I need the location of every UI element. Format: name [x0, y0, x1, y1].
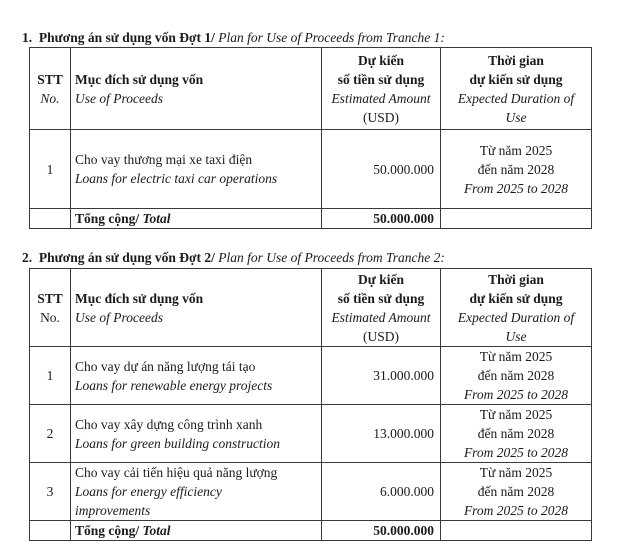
total-duration-empty [441, 521, 592, 541]
amount-header-vi-1: Dự kiến [358, 52, 404, 68]
row-duration-1: Từ năm 2025 [479, 407, 553, 422]
stt-header-en: No. [40, 90, 60, 106]
row-stt: 1 [30, 347, 71, 405]
amount-header-vi-1: Dự kiến [358, 271, 404, 287]
duration-header-en-1: Expected Duration of [457, 309, 575, 325]
duration-header [441, 269, 592, 347]
row-stt: 2 [30, 405, 71, 463]
row-purpose [71, 347, 322, 405]
row-purpose-vi: Cho vay dự án năng lượng tái tạo [75, 358, 256, 374]
total-label [71, 521, 322, 541]
total-amount: 50.000.000 [322, 209, 441, 229]
row-purpose [71, 405, 322, 463]
row-duration-en: From 2025 to 2028 [463, 445, 569, 460]
row-duration [441, 463, 592, 521]
purpose-header-en: Use of Proceeds [75, 309, 163, 325]
row-duration-en: From 2025 to 2028 [463, 180, 569, 196]
row-duration-1: Từ năm 2025 [479, 465, 553, 480]
row-duration-en: From 2025 to 2028 [463, 503, 569, 518]
row-purpose-vi: Cho vay thương mại xe taxi điện [75, 152, 253, 167]
tranche2-heading [22, 250, 445, 266]
total-label-vi: Tổng cộng/ [75, 523, 140, 538]
duration-header-en-1: Expected Duration of [457, 90, 575, 106]
total-stt-empty [30, 209, 71, 229]
amount-header-en: Estimated Amount [331, 309, 431, 325]
total-duration-empty [441, 209, 592, 229]
row-duration-2: đến năm 2028 [477, 484, 555, 499]
stt-header-vi: STT [37, 71, 63, 87]
total-row [30, 521, 592, 541]
duration-header-vi-2: dự kiến sử dụng [469, 290, 563, 306]
purpose-header-vi: Mục đích sử dụng vốn [75, 290, 204, 306]
purpose-header-en: Use of Proceeds [75, 90, 163, 106]
row-purpose-en: Loans for electric taxi car operations [75, 171, 278, 186]
row-stt: 1 [30, 130, 71, 209]
row-purpose-vi: Cho vay cải tiến hiệu quả năng lượng [75, 465, 278, 480]
row-amount: 6.000.000 [322, 463, 441, 521]
purpose-header [71, 48, 322, 130]
amount-header [322, 269, 441, 347]
duration-header-en-2: Use [505, 109, 527, 125]
row-duration-1: Từ năm 2025 [479, 349, 553, 364]
stt-header-vi: STT [37, 290, 63, 306]
row-purpose [71, 130, 322, 209]
stt-header [30, 269, 71, 347]
table-row [30, 405, 592, 463]
total-row [30, 209, 592, 229]
amount-header-vi-2: số tiền sử dụng [337, 71, 425, 87]
stt-header-en: No. [40, 309, 60, 325]
tranche1-heading-number: 1. [22, 30, 33, 45]
tranche2-table [29, 268, 592, 541]
tranche1-heading-en: Plan for Use of Proceeds from Tranche 1: [218, 30, 445, 45]
stt-header [30, 48, 71, 130]
table-header-row [30, 48, 592, 130]
table-header-row [30, 269, 592, 347]
row-purpose-en-1: Loans for energy efficiency [75, 484, 222, 499]
tranche1-heading [22, 30, 445, 46]
row-stt: 3 [30, 463, 71, 521]
row-purpose-vi: Cho vay xây dựng công trình xanh [75, 416, 263, 432]
row-duration-2: đến năm 2028 [477, 368, 555, 383]
row-duration [441, 347, 592, 405]
tranche2-heading-number: 2. [22, 250, 33, 265]
duration-header-vi-1: Thời gian [488, 271, 544, 287]
amount-header-vi-2: số tiền sử dụng [337, 290, 425, 306]
total-label [71, 209, 322, 229]
purpose-header [71, 269, 322, 347]
duration-header-en-2: Use [505, 328, 527, 344]
tranche2-heading-vi: Phương án sử dụng vốn Đợt 2/ [38, 250, 215, 265]
row-duration-2: đến năm 2028 [477, 426, 555, 441]
row-purpose-en: Loans for green building construction [75, 435, 280, 451]
duration-header [441, 48, 592, 130]
row-duration [441, 405, 592, 463]
total-amount: 50.000.000 [322, 521, 441, 541]
amount-header-unit: (USD) [363, 328, 399, 344]
row-amount: 31.000.000 [322, 347, 441, 405]
tranche1-heading-vi: Phương án sử dụng vốn Đợt 1/ [38, 30, 215, 45]
duration-header-vi-1: Thời gian [488, 52, 544, 68]
total-stt-empty [30, 521, 71, 541]
table-row [30, 130, 592, 209]
row-duration-2: đến năm 2028 [477, 161, 555, 177]
row-duration-1: Từ năm 2025 [479, 142, 553, 158]
row-amount: 50.000.000 [322, 130, 441, 209]
purpose-header-vi: Mục đích sử dụng vốn [75, 71, 204, 87]
total-label-en: Total [142, 211, 171, 226]
row-purpose-en: Loans for renewable energy projects [75, 377, 273, 393]
table-row [30, 463, 592, 521]
tranche1-table [29, 47, 592, 229]
row-duration [441, 130, 592, 209]
row-purpose-en-2: improvements [75, 503, 151, 518]
total-label-en: Total [142, 523, 171, 538]
amount-header-en: Estimated Amount [331, 90, 431, 106]
table-row [30, 347, 592, 405]
row-duration-en: From 2025 to 2028 [463, 387, 569, 402]
duration-header-vi-2: dự kiến sử dụng [469, 71, 563, 87]
row-purpose [71, 463, 322, 521]
tranche2-heading-en: Plan for Use of Proceeds from Tranche 2: [218, 250, 445, 265]
amount-header [322, 48, 441, 130]
row-amount: 13.000.000 [322, 405, 441, 463]
total-label-vi: Tổng cộng/ [75, 211, 140, 226]
amount-header-unit: (USD) [363, 109, 399, 125]
